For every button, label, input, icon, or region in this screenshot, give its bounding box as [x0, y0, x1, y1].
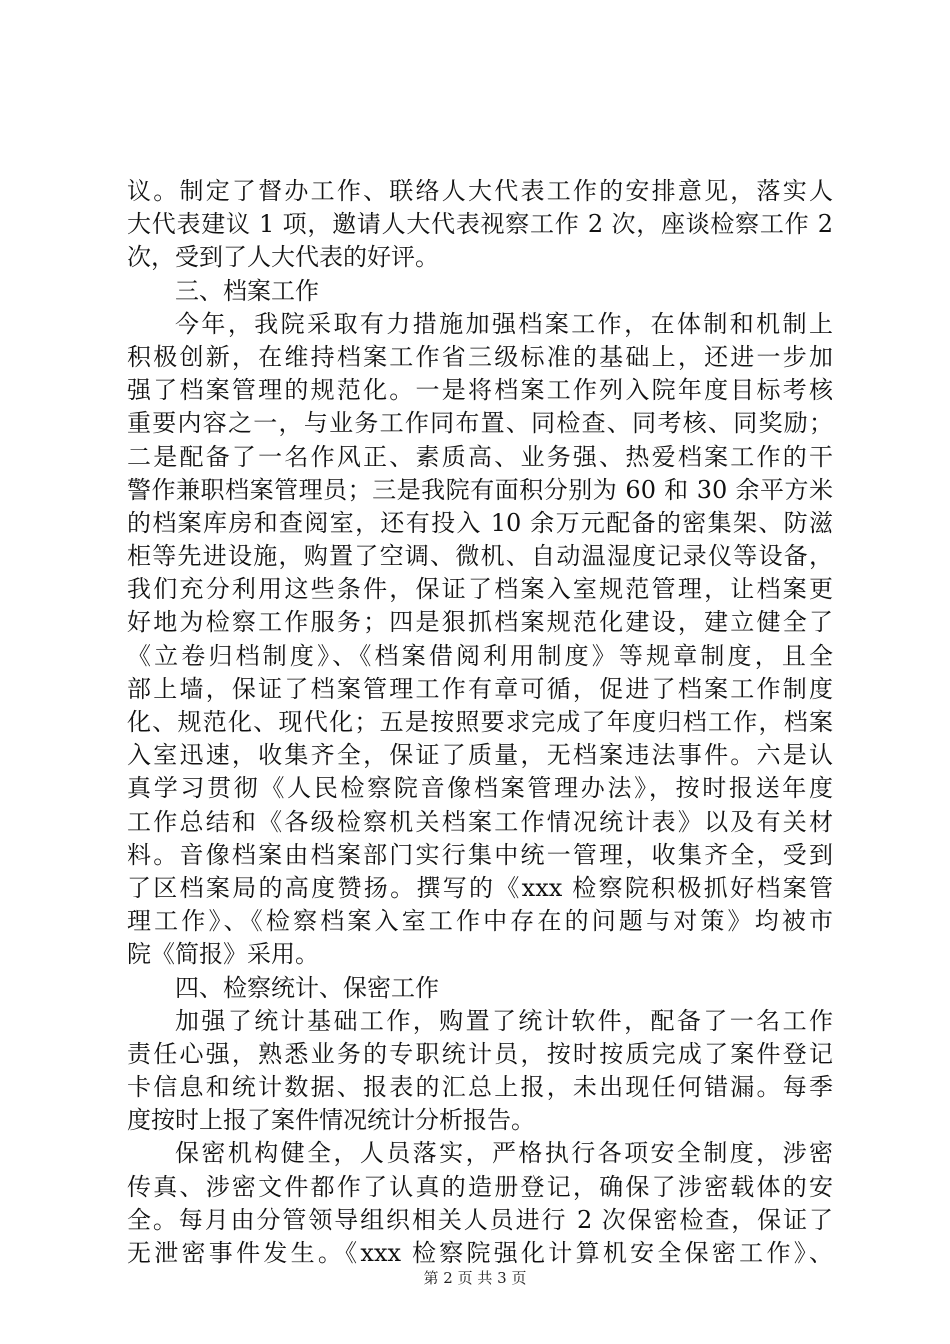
- text-line: 度按时上报了案件情况统计分析报告。: [127, 1106, 535, 1135]
- text-line: 柜等先进设施，购置了空调、微机、自动温湿度记录仪等设备，: [127, 542, 833, 571]
- text-line: 真学习贯彻《人民检察院音像档案管理办法》，按时报送年度: [127, 774, 833, 803]
- text-line: 二是配备了一名作风正、素质高、业务强、热爱档案工作的干: [127, 442, 833, 471]
- text-line: 理工作》、《检察档案入室工作中存在的问题与对策》均被市: [127, 907, 833, 936]
- text-line: 我们充分利用这些条件，保证了档案入室规范管理，让档案更: [127, 575, 833, 604]
- text-line: 料。音像档案由档案部门实行集中统一管理，收集齐全，受到: [127, 840, 833, 869]
- text-line: 加强了统计基础工作，购置了统计软件，配备了一名工作: [175, 1006, 833, 1035]
- text-line: 无泄密事件发生。《xxx 检察院强化计算机安全保密工作》、: [127, 1239, 833, 1267]
- text-line: 卡信息和统计数据、报表的汇总上报，未出现任何错漏。每季: [127, 1073, 833, 1102]
- text-line: 警作兼职档案管理员；三是我院有面积分别为 60 和 30 余平方米: [127, 475, 833, 504]
- text-line: 大代表建议 1 项，邀请人大代表视察工作 2 次，座谈检察工作 2: [127, 210, 833, 239]
- text-line: 好地为检察工作服务；四是狠抓档案规范化建设，建立健全了: [127, 608, 833, 637]
- document-body: [127, 175, 833, 1270]
- text-line: 保密机构健全，人员落实，严格执行各项安全制度，涉密: [175, 1139, 833, 1168]
- text-line: 今年，我院采取有力措施加强档案工作，在体制和机制上: [175, 309, 833, 338]
- page-footer: [0, 1268, 950, 1288]
- text-line: 入室迅速，收集齐全，保证了质量，无档案违法事件。六是认: [127, 741, 833, 770]
- text-line: 四、检察统计、保密工作: [175, 973, 439, 1002]
- text-line: 化、规范化、现代化；五是按照要求完成了年度归档工作，档案: [127, 708, 833, 736]
- text-line: 重要内容之一，与业务工作同布置、同检查、同考核、同奖励；: [127, 409, 833, 438]
- text-line: 的档案库房和查阅室，还有投入 10 余万元配备的密集架、防滋: [127, 508, 833, 537]
- text-line: 了区档案局的高度赞扬。撰写的《xxx 检察院积极抓好档案管: [127, 873, 833, 902]
- text-line: 强了档案管理的规范化。一是将档案工作列入院年度目标考核: [127, 376, 833, 405]
- text-line: 院《简报》采用。: [127, 940, 319, 969]
- page-number-label: 第 2 页 共 3 页: [423, 1269, 527, 1287]
- text-line: 传真、涉密文件都作了认真的造册登记，确保了涉密载体的安: [127, 1172, 833, 1201]
- text-line: 工作总结和《各级检察机关档案工作情况统计表》以及有关材: [127, 807, 833, 836]
- text-line: 责任心强，熟悉业务的专职统计员，按时按质完成了案件登记: [127, 1039, 833, 1068]
- text-line: 部上墙，保证了档案管理工作有章可循，促进了档案工作制度: [127, 674, 833, 703]
- text-line: 积极创新，在维持档案工作省三级标准的基础上，还进一步加: [127, 342, 833, 371]
- text-line: 《立卷归档制度》、《档案借阅利用制度》等规章制度，且全: [127, 641, 833, 670]
- text-line: 三、档案工作: [175, 276, 319, 305]
- text-line: 议。制定了督办工作、联络人大代表工作的安排意见，落实人: [127, 177, 833, 205]
- text-line: 次，受到了人大代表的好评。: [127, 243, 439, 272]
- text-line: 全。每月由分管领导组织相关人员进行 2 次保密检查，保证了: [127, 1205, 833, 1234]
